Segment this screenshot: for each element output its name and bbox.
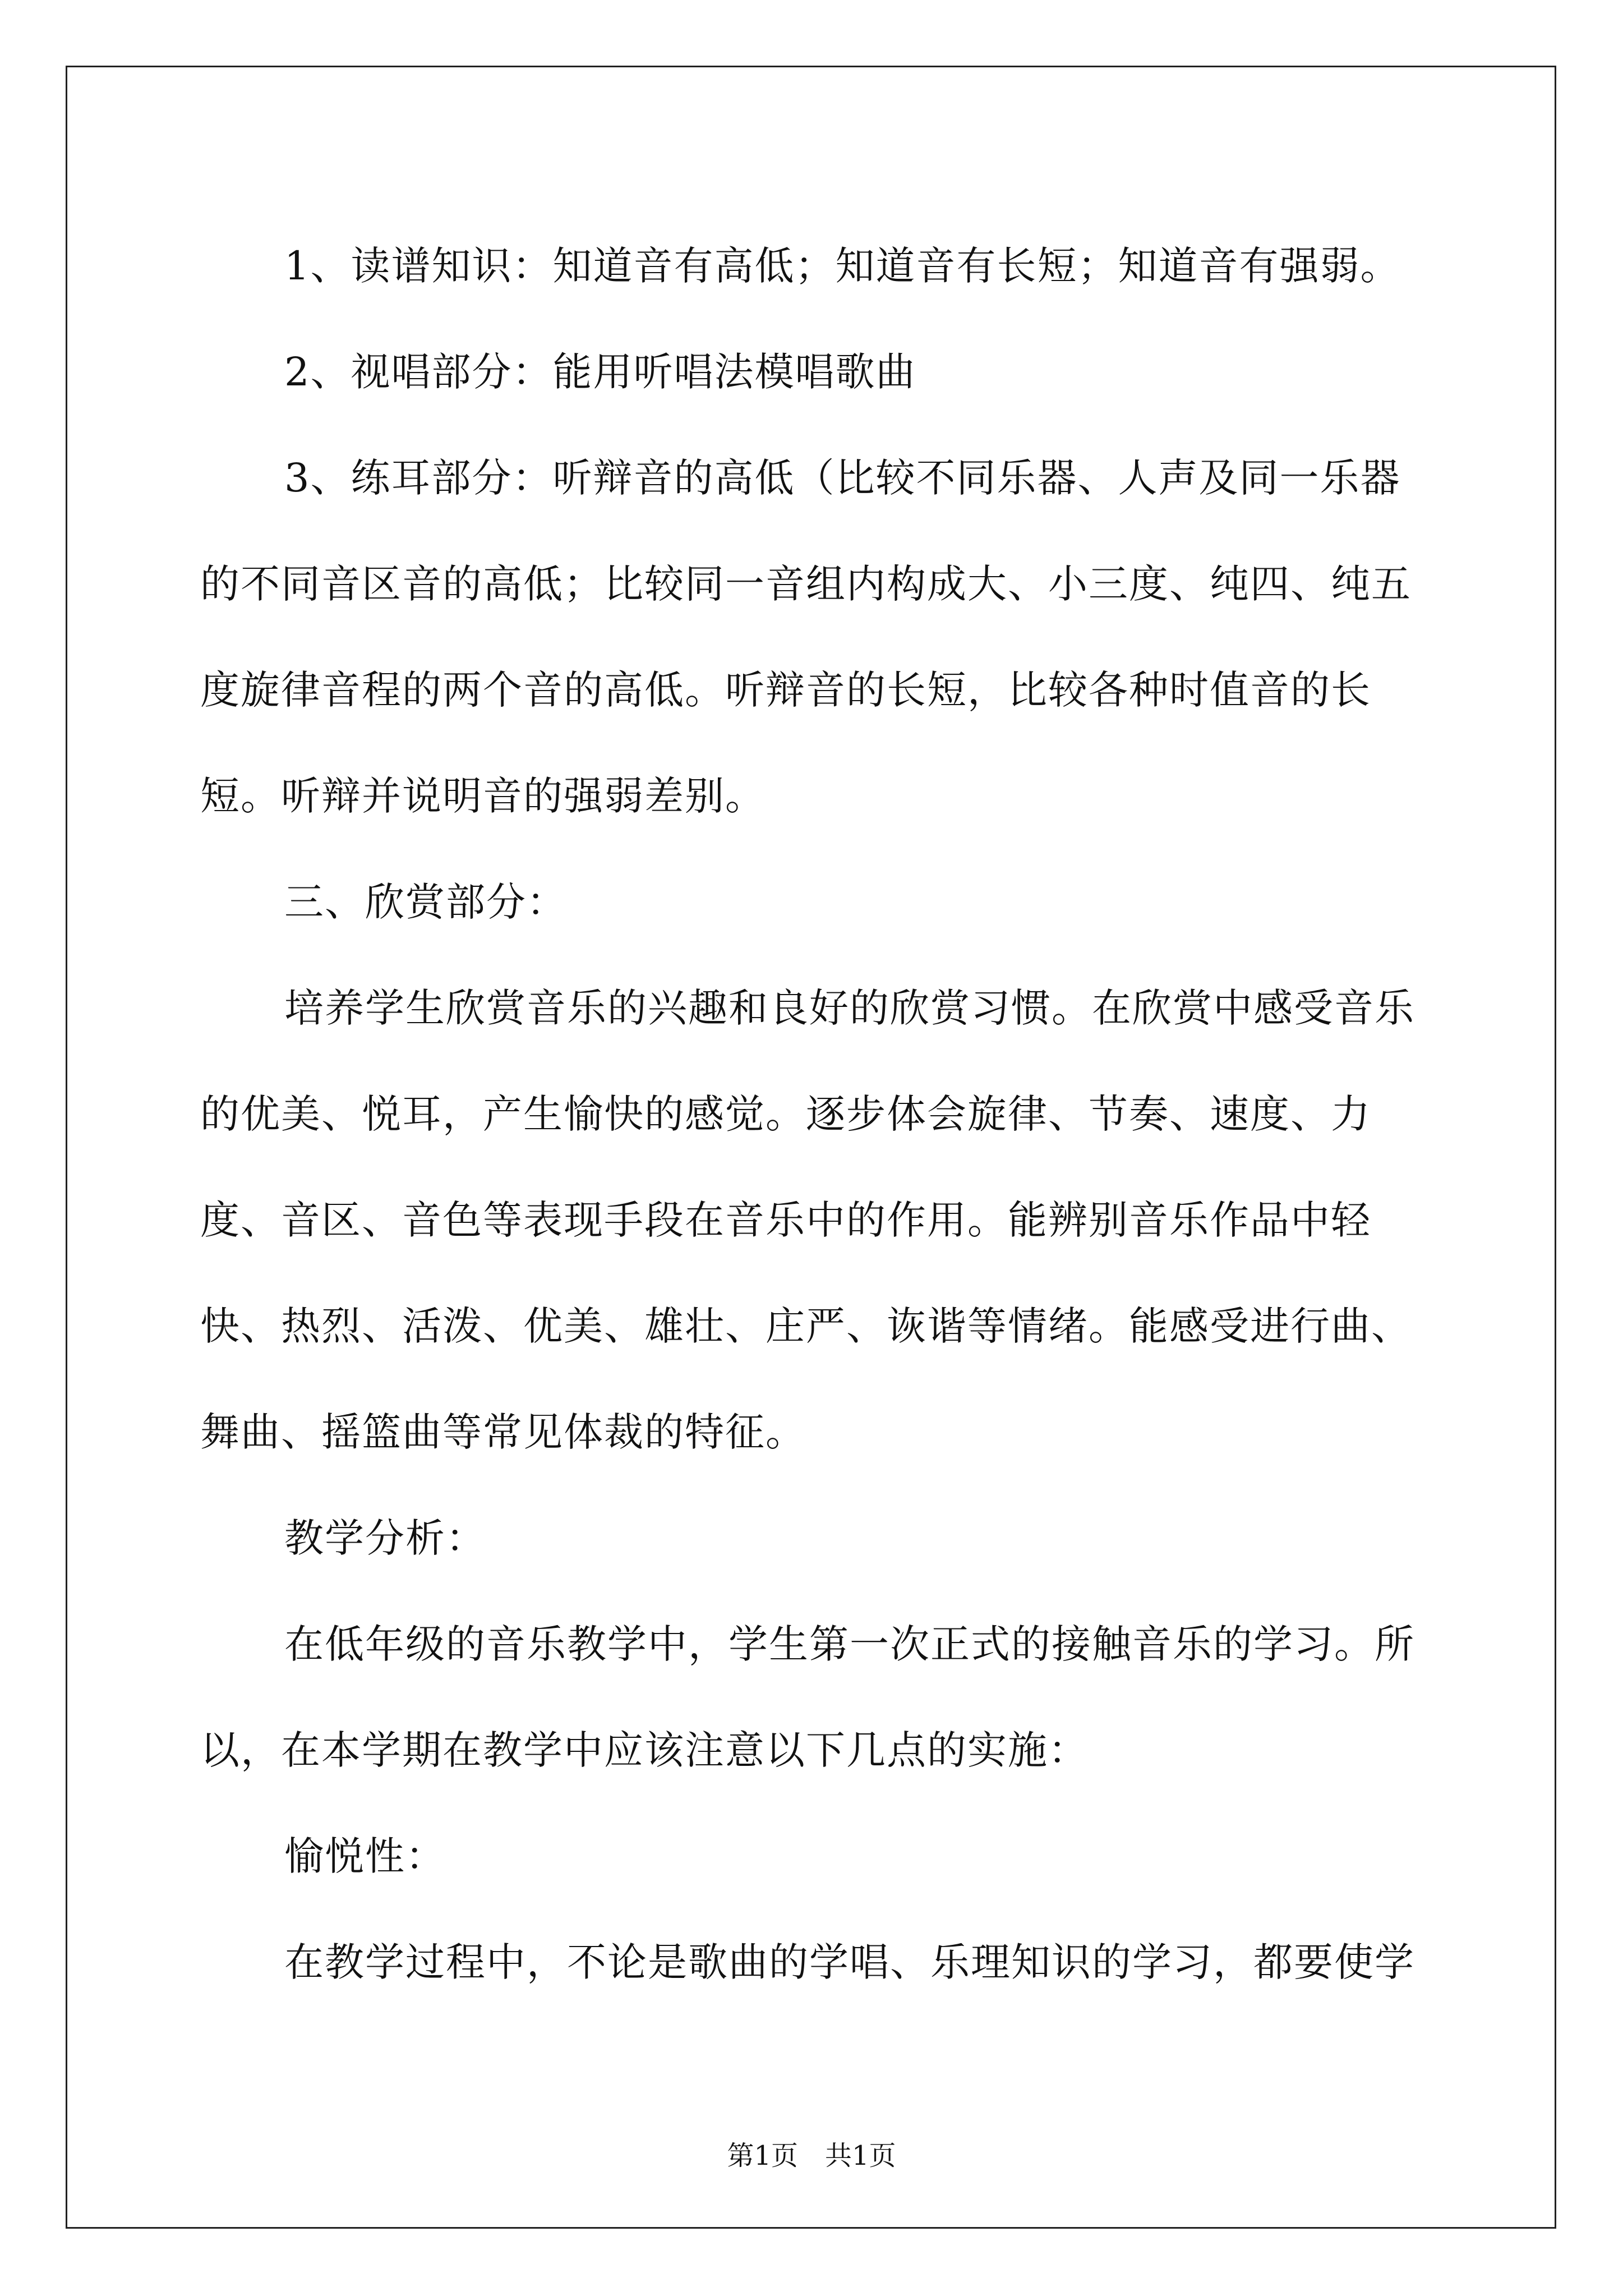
paragraph-sight-singing: 2、视唱部分：能用听唱法模唱歌曲 xyxy=(284,349,916,395)
paragraph-reading-notation: 1、读谱知识：知道音有高低；知道音有长短；知道音有强弱。 xyxy=(284,243,1401,289)
paragraph-teaching-process: 在教学过程中，不论是歌曲的学唱、乐理知识的学习，都要使学 xyxy=(284,1939,1415,1985)
document-body xyxy=(200,213,1423,2016)
paragraph-ear-training: 3、练耳部分：听辩音的高低（比较不同乐器、人声及同一乐器的不同音区音的高低；比较同一音组内构成大、小三度、纯四、纯五度旋律音程的两个音的高低。听辩音的长短，比较各种时值音的长短。听辩并说明音的强弱差别。 xyxy=(200,455,1412,819)
section-heading-appreciation: 三、欣赏部分： xyxy=(284,879,567,925)
section-heading-teaching-analysis: 教学分析： xyxy=(284,1515,486,1561)
paragraph-teaching-analysis: 在低年级的音乐教学中，学生第一次正式的接触音乐的学习。所以，在本学期在教学中应该注意以下几点的实施： xyxy=(200,1621,1415,1773)
section-heading-pleasure: 愉悦性： xyxy=(284,1833,446,1879)
page-number-footer: 第1页 共1页 xyxy=(727,2140,896,2171)
paragraph-appreciation: 培养学生欣赏音乐的兴趣和良好的欣赏习惯。在欣赏中感受音乐的优美、悦耳，产生愉快的感觉。逐步体会旋律、节奏、速度、力度、音区、音色等表现手段在音乐中的作用。能辨别音乐作品中轻快、热烈、活泼、优美、雄壮、庄严、诙谐等情绪。能感受进行曲、舞曲、摇篮曲等常见体裁的特征。 xyxy=(200,985,1415,1455)
